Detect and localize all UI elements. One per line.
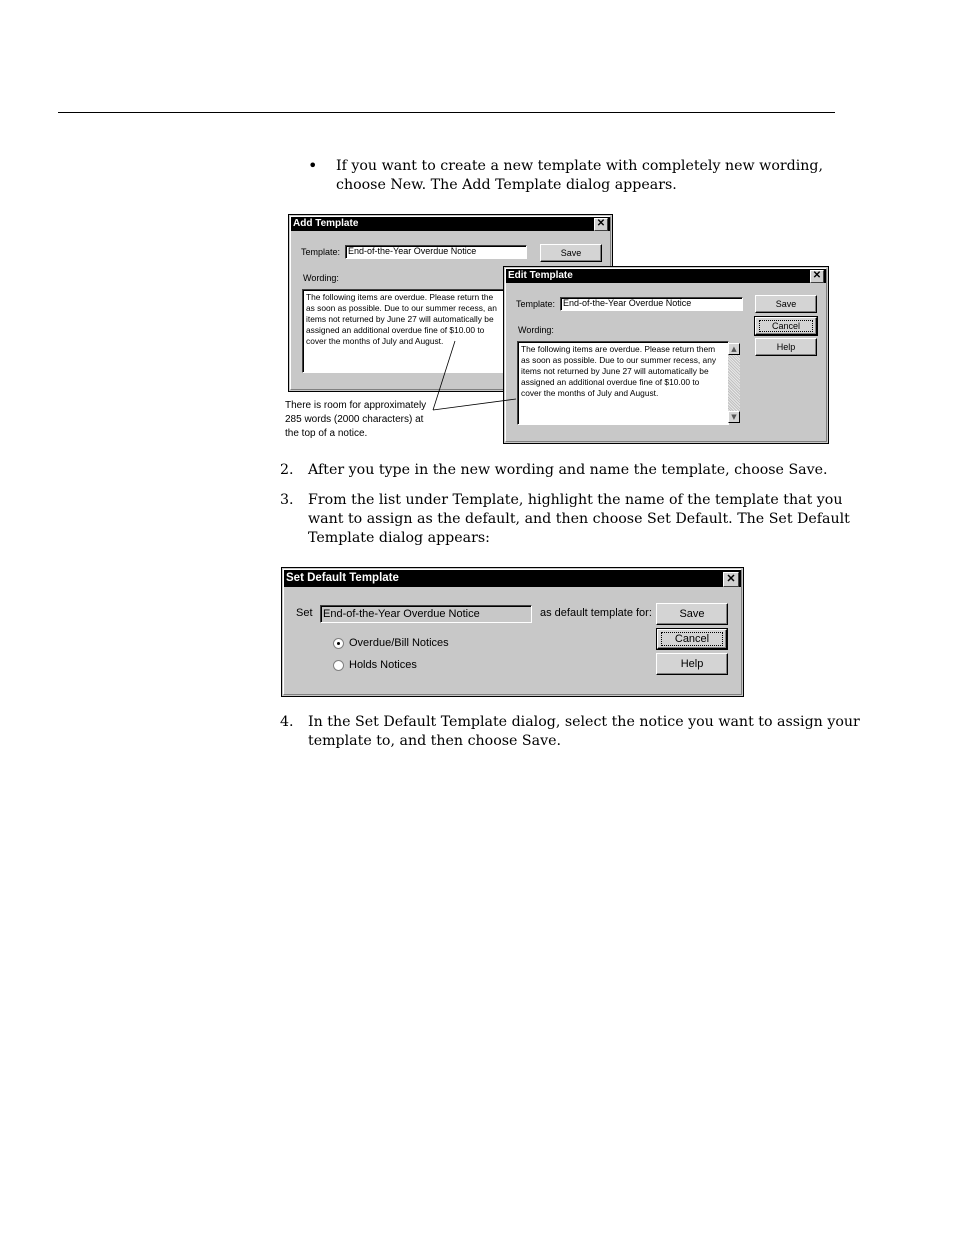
callout-leader-line (433, 341, 455, 410)
dialog-title: Edit Template (508, 270, 573, 281)
wording-line: as soon as possible. Due to our summer recess, an (306, 303, 497, 313)
wording-line: cover the months of July and August. (521, 388, 659, 398)
callout-text (285, 399, 426, 441)
step-line: In the Set Default Template dialog, select the notice you want to assign your (308, 714, 860, 730)
scroll-down-arrow-icon[interactable]: ▼ (728, 411, 740, 423)
template-label: Template: (301, 247, 341, 257)
scroll-up-arrow-icon[interactable]: ▲ (728, 343, 740, 355)
step-number: 4. (280, 714, 294, 730)
close-icon[interactable]: ✕ (594, 218, 608, 231)
template-name-field: End-of-the-Year Overdue Notice (320, 605, 532, 623)
dialog-title: Set Default Template (286, 572, 399, 584)
step-line: template to, and then choose Save. (308, 733, 562, 749)
cancel-button[interactable] (657, 629, 727, 649)
holds-notices-radio-label[interactable]: Holds Notices (349, 659, 417, 671)
callout-line: the top of a notice. (285, 428, 368, 439)
step-line: want to assign as the default, and then choose Set Default. The Set Default (308, 511, 850, 527)
bullet-line: choose New. The Add Template dialog appears. (336, 177, 677, 193)
template-name-input[interactable]: End-of-the-Year Overdue Notice (560, 297, 743, 311)
wording-line: items not returned by June 27 will automatically be (521, 366, 709, 376)
cancel-button-label: Cancel (771, 321, 800, 331)
step-line: From the list under Template, highlight the name of the template that you (308, 492, 843, 508)
focus-rectangle (661, 632, 723, 646)
wording-line: assigned an additional overdue fine of $10.00 to (306, 325, 485, 335)
wording-line: items not returned by June 27 will automatically be (306, 314, 494, 324)
wording-line: as soon as possible. Due to our summer recess, any (521, 355, 717, 365)
step-number: 2. (280, 462, 294, 478)
wording-line: assigned an additional overdue fine of $10.00 to (521, 377, 700, 387)
set-default-template-dialog (281, 567, 744, 697)
step-number: 3. (280, 492, 294, 508)
cancel-button-label: Cancel (674, 633, 710, 645)
step-2-text: After you type in the new wording and name the template, choose Save. (308, 462, 828, 478)
help-button[interactable]: Help (656, 653, 728, 675)
overdue-bill-radio[interactable] (333, 638, 344, 649)
holds-notices-radio[interactable] (333, 660, 344, 671)
set-default-titlebar (284, 570, 741, 587)
dialog-title: Add Template (293, 218, 359, 229)
wording-label: Wording: (303, 273, 339, 283)
wording-line: The following items are overdue. Please return the (306, 292, 494, 302)
step-line: Template dialog appears: (308, 530, 490, 546)
template-name-input[interactable]: End-of-the-Year Overdue Notice (345, 245, 527, 259)
set-label: Set (296, 607, 313, 619)
as-default-label: as default template for: (540, 607, 652, 619)
wording-line: cover the months of July and August. (306, 336, 444, 346)
callout-leader-line (433, 399, 516, 410)
wording-line: The following items are overdue. Please return them (521, 344, 716, 354)
overdue-bill-radio-label[interactable]: Overdue/Bill Notices (349, 637, 449, 649)
radio-selected-dot (337, 642, 340, 645)
save-button[interactable]: Save (656, 603, 728, 625)
save-button[interactable]: Save (755, 295, 817, 313)
bullet-line: If you want to create a new template with completely new wording, (336, 158, 824, 174)
step-3-text (308, 491, 850, 548)
callout-line: There is room for approximately (285, 400, 427, 411)
save-button[interactable]: Save (540, 244, 602, 262)
help-button[interactable]: Help (755, 338, 817, 356)
step-4-text (308, 713, 860, 751)
template-label: Template: (516, 299, 556, 309)
wording-label: Wording: (518, 325, 554, 335)
close-icon[interactable]: ✕ (810, 270, 824, 283)
close-icon[interactable]: ✕ (723, 572, 739, 587)
callout-line: 285 words (2000 characters) at (285, 414, 424, 425)
bullet-icon: • (308, 156, 318, 175)
